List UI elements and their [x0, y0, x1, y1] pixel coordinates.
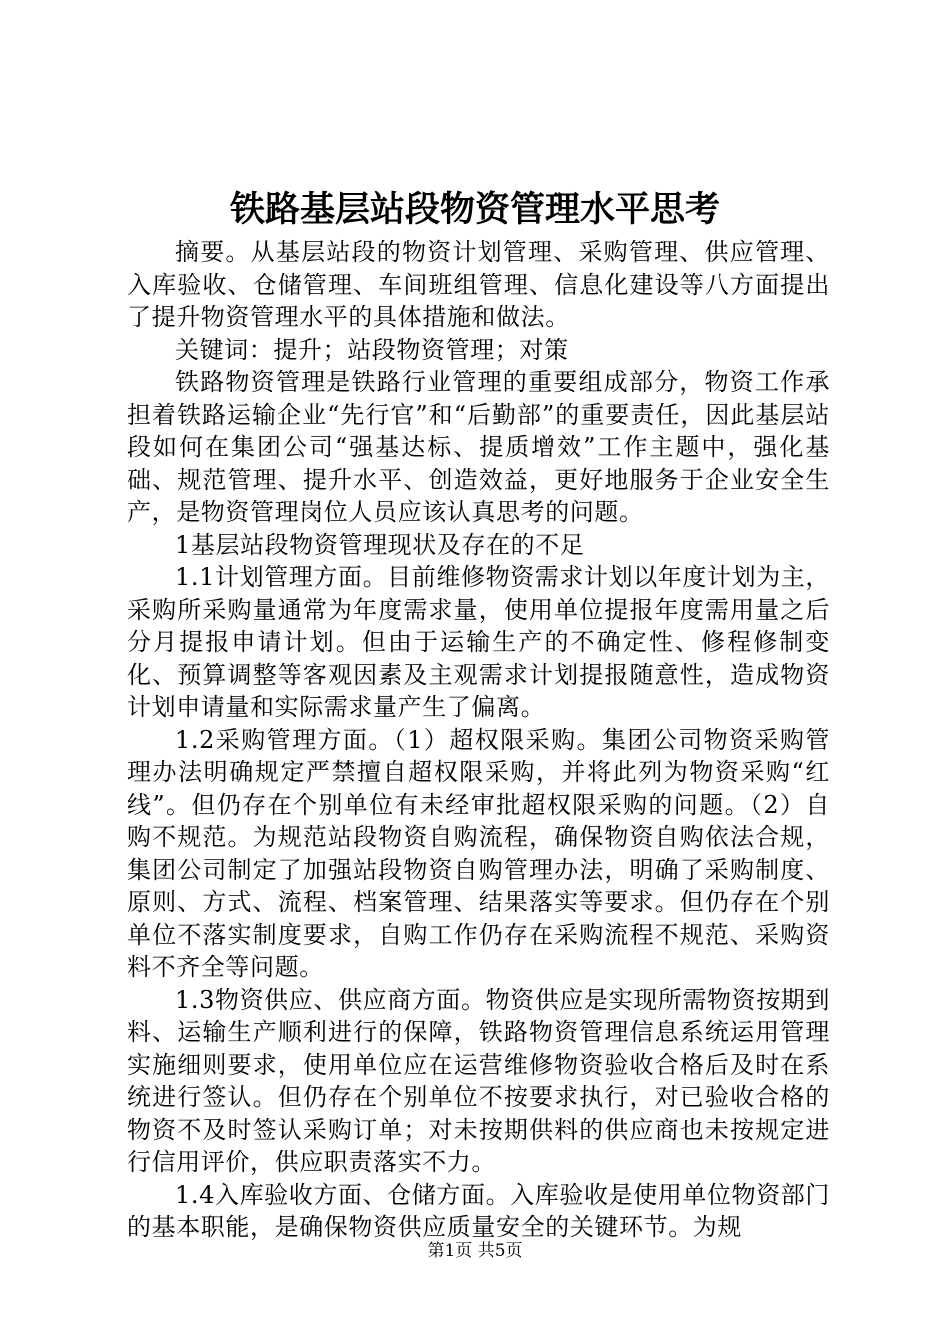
page-number-footer: 第1页 共5页: [427, 1241, 523, 1261]
document-title: 铁路基层站段物资管理水平思考: [229, 189, 720, 230]
section-1-1-paragraph: 1.1计划管理方面。目前维修物资需求计划以年度计划为主，采购所采购量通常为年度需求量，使用单位提报年度需用量之后分月提报申请计划。但由于运输生产的不确定性、修程修制变化、预算调整等客观因素及主观需求计划提报随意性，造成物资计划申请量和实际需求量产生了偏离。: [127, 563, 830, 721]
section-1-3-paragraph: 1.3物资供应、供应商方面。物资供应是实现所需物资按期到料、运输生产顺利进行的保障，铁路物资管理信息系统运用管理实施细则要求，使用单位应在运营维修物资验收合格后及时在系统进行签认。但仍存在个别单位不按要求执行，对已验收合格的物资不及时签认采购订单；对未按期供料的供应商也未按规定进行信用评价，供应职责落实不力。: [127, 985, 830, 1176]
abstract-paragraph: 摘要。从基层站段的物资计划管理、采购管理、供应管理、入库验收、仓储管理、车间班组管理、信息化建设等八方面提出了提升物资管理水平的具体措施和做法。: [127, 238, 830, 331]
section-heading: 1基层站段物资管理现状及存在的不足: [175, 530, 585, 559]
section-1-2-paragraph: 1.2采购管理方面。（1）超权限采购。集团公司物资采购管理办法明确规定严禁擅自超权限采购，并将此列为物资采购“红线”。但仍存在个别单位有未经审批超权限采购的问题。（2）自购不规范。为规范站段物资自购流程，确保物资自购依法合规，集团公司制定了加强站段物资自购管理办法，明确了采购制度、原则、方式、流程、档案管理、结果落实等要求。但仍存在个别单位不落实制度要求，自购工作仍存在采购流程不规范、采购资料不齐全等问题。: [127, 725, 830, 981]
keywords-paragraph: 关键词：提升；站段物资管理；对策: [175, 335, 569, 364]
document-body: [127, 236, 830, 1244]
section-1-4-paragraph: 1.4入库验收方面、仓储方面。入库验收是使用单位物资部门的基本职能，是确保物资供应质量安全的关键环节。为规: [127, 1180, 830, 1241]
intro-paragraph: 铁路物资管理是铁路行业管理的重要组成部分，物资工作承担着铁路运输企业“先行官”和“后勤部”的重要责任，因此基层站段如何在集团公司“强基达标、提质增效”工作主题中，强化基础、规范管理、提升水平、创造效益，更好地服务于企业安全生产，是物资管理岗位人员应该认真思考的问题。: [127, 368, 830, 526]
